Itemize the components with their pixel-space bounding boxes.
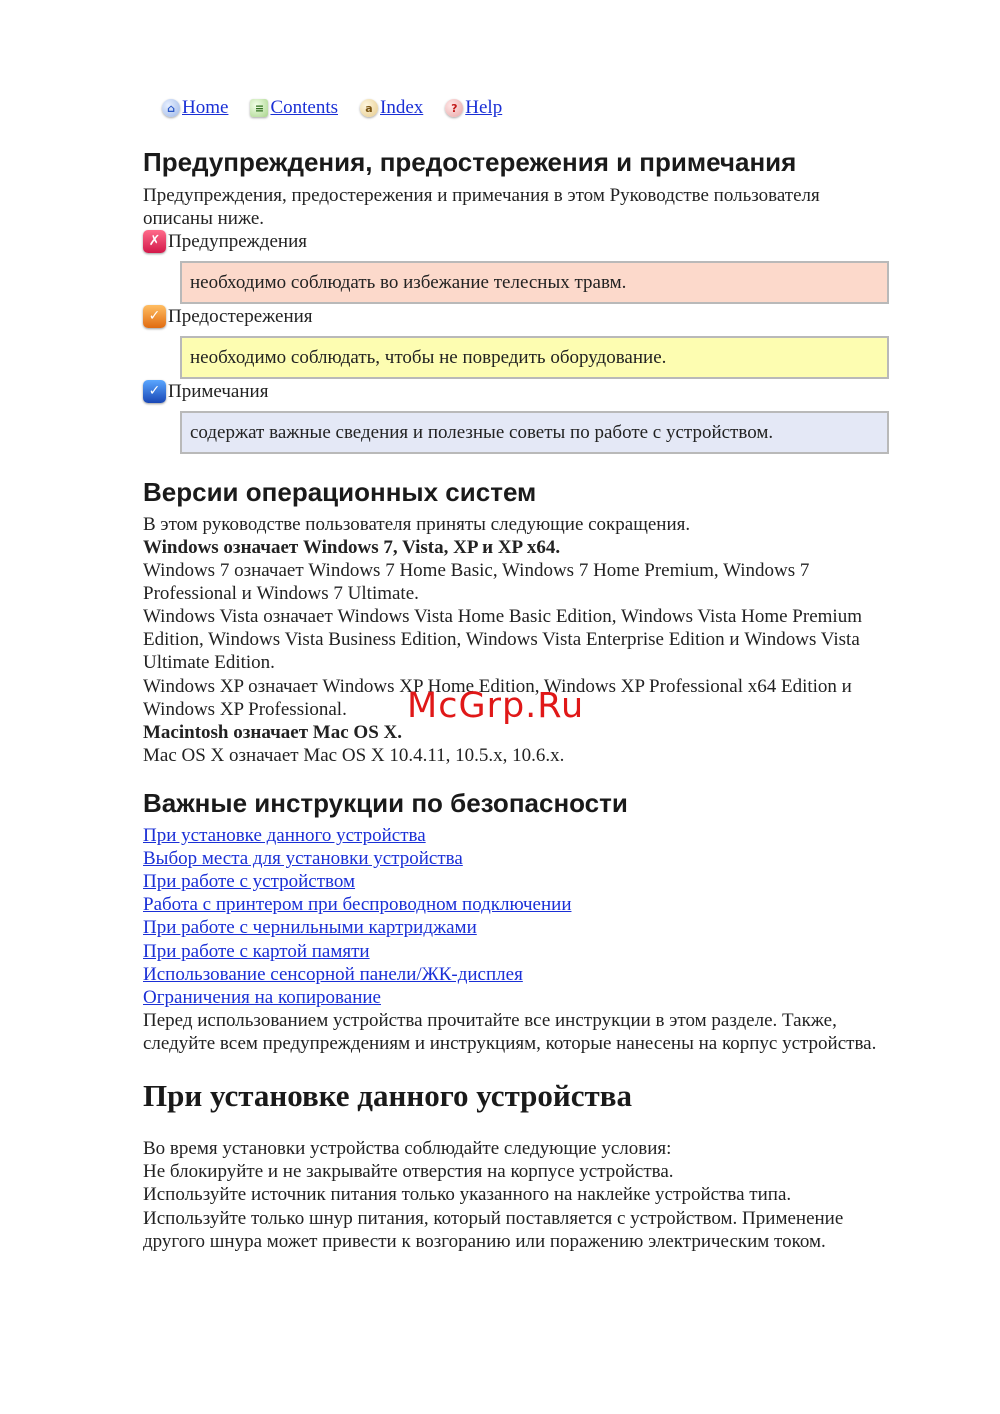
- safety-link-item: [143, 963, 523, 986]
- warning-text: необходимо соблюдать во избежание телесных травм.: [190, 271, 627, 293]
- warning-label: Предупреждения: [168, 231, 307, 252]
- section-title-os-versions: Версии операционных систем: [143, 477, 537, 507]
- caution-icon: ✓: [143, 305, 166, 328]
- safety-link-item: [143, 940, 370, 963]
- safety-link-item: [143, 870, 355, 893]
- safety-link[interactable]: Ограничения на копирование: [143, 987, 381, 1008]
- note-label-row: [143, 380, 268, 403]
- nav-home[interactable]: [162, 97, 228, 119]
- os-line: Edition, Windows Vista Business Edition, Windows Vista Enterprise Edition и Windows Vista: [143, 629, 860, 650]
- section-title-warnings: Предупреждения, предостережения и примечания: [143, 147, 797, 177]
- safety-link[interactable]: При работе с чернильными картриджами: [143, 917, 477, 938]
- nav-index-link[interactable]: Index: [380, 97, 424, 118]
- nav-home-link[interactable]: Home: [182, 97, 229, 118]
- caution-box: [180, 336, 889, 379]
- os-line: Professional и Windows 7 Ultimate.: [143, 583, 419, 604]
- section1-intro-line2: описаны ниже.: [143, 208, 265, 229]
- safety-link-item: [143, 847, 463, 870]
- section-title-safety: Важные инструкции по безопасности: [143, 788, 628, 818]
- nav-contents-link[interactable]: Contents: [270, 97, 338, 118]
- safety-link[interactable]: При установке данного устройства: [143, 825, 426, 846]
- warning-box: [180, 261, 889, 304]
- safety-link[interactable]: Работа с принтером при беспроводном подключении: [143, 894, 572, 915]
- install-line: Используйте только шнур питания, который поставляется с устройством. Применение: [143, 1208, 844, 1229]
- os-line: Windows Vista означает Windows Vista Home Basic Edition, Windows Vista Home Premium: [143, 606, 862, 627]
- os-line: Mac OS X означает Mac OS X 10.4.11, 10.5.x, 10.6.x.: [143, 745, 565, 766]
- safety-link[interactable]: При работе с устройством: [143, 871, 356, 892]
- warning-icon: ✗: [143, 230, 166, 253]
- os-line: В этом руководстве пользователя приняты следующие сокращения.: [143, 514, 691, 535]
- warning-label-row: [143, 230, 307, 253]
- os-line: Windows XP Professional.: [143, 699, 347, 720]
- nav-bar: [162, 97, 524, 119]
- caution-label: Предостережения: [168, 306, 313, 327]
- safety-link[interactable]: Использование сенсорной панели/ЖК-дисплея: [143, 964, 523, 985]
- contents-icon[interactable]: ≡: [250, 99, 268, 117]
- os-line: Ultimate Edition.: [143, 652, 275, 673]
- safety-link-item: [143, 986, 381, 1009]
- safety-link[interactable]: При работе с картой памяти: [143, 941, 370, 962]
- os-line-windows-bold: Windows означает Windows 7, Vista, XP и XP x64.: [143, 537, 561, 558]
- nav-help-link[interactable]: Help: [465, 97, 503, 118]
- install-line: Используйте источник питания только указанного на наклейке устройства типа.: [143, 1184, 792, 1205]
- note-text: содержат важные сведения и полезные советы по работе с устройством.: [190, 421, 774, 443]
- help-icon[interactable]: ?: [445, 99, 463, 117]
- install-line: другого шнура может привести к возгоранию или поражению электрическим током.: [143, 1231, 826, 1252]
- note-box: [180, 411, 889, 454]
- watermark: McGrp.Ru: [407, 686, 585, 726]
- caution-label-row: [143, 305, 313, 328]
- safety-link-item: [143, 893, 571, 916]
- nav-contents[interactable]: [250, 97, 338, 119]
- os-line-mac-bold: Macintosh означает Mac OS X.: [143, 722, 402, 743]
- nav-help[interactable]: [445, 97, 502, 119]
- safety-link-item: [143, 916, 477, 939]
- caution-text: необходимо соблюдать, чтобы не повредить оборудование.: [190, 346, 667, 368]
- home-icon[interactable]: ⌂: [162, 99, 180, 117]
- os-line: Windows XP означает Windows XP Home Edition, Windows XP Professional x64 Edition и: [143, 676, 852, 697]
- safety-footer-line2: следуйте всем предупреждениям и инструкциям, которые нанесены на корпус устройства.: [143, 1033, 877, 1054]
- section1-intro-line1: Предупреждения, предостережения и примечания в этом Руководстве пользователя: [143, 185, 820, 206]
- index-icon[interactable]: a: [360, 99, 378, 117]
- nav-index[interactable]: [360, 97, 423, 119]
- safety-link-item: [143, 824, 426, 847]
- safety-footer-line1: Перед использованием устройства прочитайте все инструкции в этом разделе. Также,: [143, 1010, 837, 1031]
- safety-link[interactable]: Выбор места для установки устройства: [143, 848, 463, 869]
- note-icon: ✓: [143, 380, 166, 403]
- section-title-installation: При установке данного устройства: [143, 1078, 633, 1113]
- note-label: Примечания: [168, 381, 269, 402]
- install-line: Не блокируйте и не закрывайте отверстия на корпусе устройства.: [143, 1161, 674, 1182]
- install-line: Во время установки устройства соблюдайте следующие условия:: [143, 1138, 672, 1159]
- os-line: Windows 7 означает Windows 7 Home Basic, Windows 7 Home Premium, Windows 7: [143, 560, 810, 581]
